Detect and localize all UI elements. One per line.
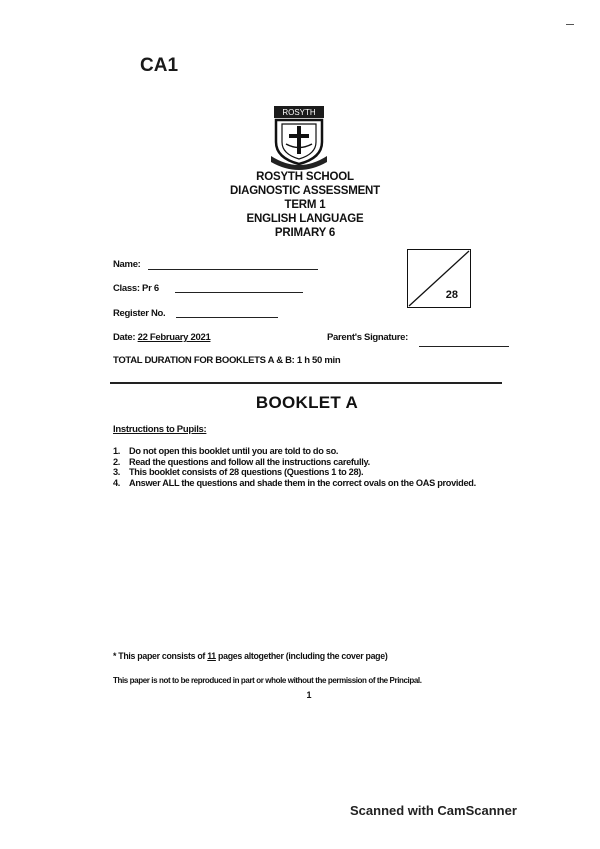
instructions-title: Instructions to Pupils: — [113, 424, 207, 435]
name-label: Name: — [113, 259, 141, 270]
date-label: Date: — [113, 332, 136, 343]
pages-count: 11 — [207, 651, 216, 661]
subject-label: ENGLISH LANGUAGE — [246, 213, 364, 225]
instruction-item: 1. Do not open this booklet until you are told to do so. — [113, 446, 339, 456]
scanner-watermark: Scanned with CamScanner — [350, 803, 517, 818]
booklet-title: BOOKLET A — [255, 393, 359, 412]
duration-text: TOTAL DURATION FOR BOOKLETS A & B: 1 h 50 min — [113, 355, 341, 366]
instruction-item: 3. This booklet consists of 28 questions (Questions 1 to 28). — [113, 467, 364, 477]
corner-mark — [566, 24, 574, 25]
name-field-line — [148, 269, 318, 270]
page-number: 1 — [306, 690, 312, 700]
score-box — [407, 249, 471, 308]
instruction-item: 4. Answer ALL the questions and shade them in the correct ovals on the OAS provided. — [113, 477, 476, 488]
paper-code: CA1 — [140, 55, 179, 76]
class-label: Class: Pr 6 — [113, 283, 159, 294]
signature-label: Parent's Signature: — [327, 332, 409, 343]
date-row — [113, 332, 210, 343]
school-crest-logo — [268, 104, 330, 170]
copyright-notice: This paper is not to be reproduced in part or whole without the permission of the Principal. — [113, 676, 422, 685]
divider — [110, 382, 502, 384]
class-field-line — [175, 292, 303, 293]
register-field-line — [176, 317, 278, 318]
assessment-title: DIAGNOSTIC ASSESSMENT — [229, 185, 380, 197]
instructions-list — [113, 446, 503, 488]
pages-note: * This paper consists of 11 pages altogether (including the cover page) — [113, 651, 388, 661]
date-value: 22 February 2021 — [137, 332, 211, 343]
signature-line — [419, 346, 509, 347]
svg-text:ROSYTH: ROSYTH — [282, 108, 316, 117]
score-total: 28 — [445, 289, 458, 301]
instruction-item: 2. Read the questions and follow all the instructions carefully. — [113, 456, 370, 467]
term-label: TERM 1 — [284, 199, 326, 211]
register-label: Register No. — [113, 308, 166, 319]
score-diagonal — [408, 250, 470, 307]
level-label: PRIMARY 6 — [274, 227, 336, 239]
school-name: ROSYTH SCHOOL — [256, 171, 354, 183]
